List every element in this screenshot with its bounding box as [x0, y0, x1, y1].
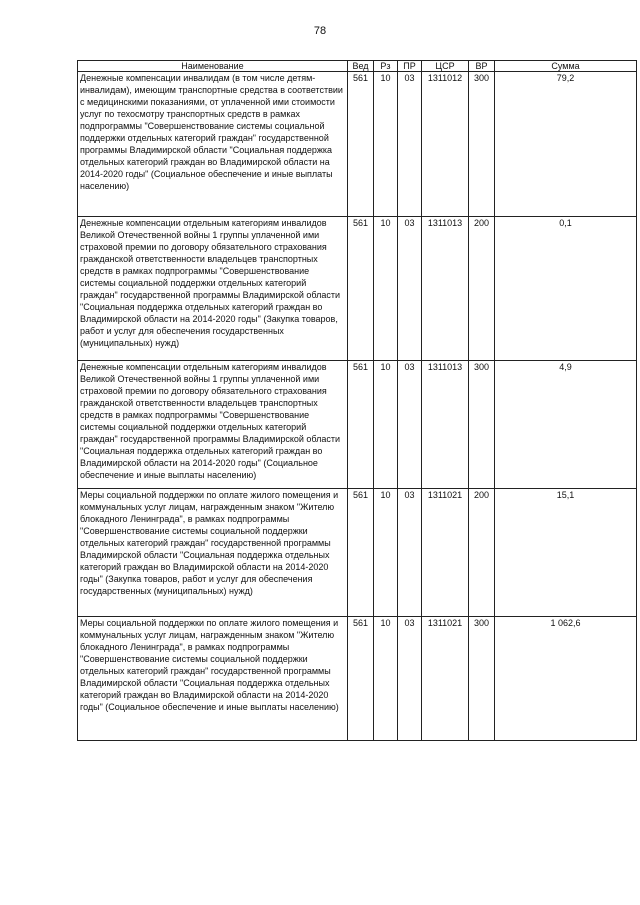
header-pr: ПР	[398, 61, 422, 72]
table-row	[78, 72, 637, 217]
table-row	[78, 617, 637, 741]
row-ved: 561	[348, 361, 374, 489]
row-vr: 300	[469, 72, 495, 217]
row-sum: 1 062,6	[495, 617, 637, 741]
table-row	[78, 361, 637, 489]
row-csr: 1311012	[422, 72, 469, 217]
row-rz: 10	[374, 489, 398, 617]
row-pr: 03	[398, 489, 422, 617]
row-pr: 03	[398, 361, 422, 489]
row-name: Меры социальной поддержки по оплате жилого помещения и коммунальных услуг лицам, награжденным знаком "Жителю блокадного Ленинграда", в рамках подпрограммы "Совершенствование системы социальной поддержки отдельных категорий граждан" государственной программы Владимирской области "Социальная поддержка отдельных категорий граждан во Владимирской области на 2014-2020 годы" (Социальное обеспечение и иные выплаты населению)	[78, 617, 348, 741]
row-ved: 561	[348, 489, 374, 617]
row-ved: 561	[348, 217, 374, 361]
table-row	[78, 217, 637, 361]
header-ved: Вед	[348, 61, 374, 72]
header-rz: Рз	[374, 61, 398, 72]
row-sum: 15,1	[495, 489, 637, 617]
row-ved: 561	[348, 72, 374, 217]
table-row	[78, 489, 637, 617]
row-csr: 1311013	[422, 361, 469, 489]
row-sum: 4,9	[495, 361, 637, 489]
row-pr: 03	[398, 617, 422, 741]
page-number: 78	[313, 25, 327, 37]
row-rz: 10	[374, 217, 398, 361]
row-csr: 1311013	[422, 217, 469, 361]
row-csr: 1311021	[422, 617, 469, 741]
row-rz: 10	[374, 72, 398, 217]
table-header-row	[78, 61, 637, 72]
row-csr: 1311021	[422, 489, 469, 617]
header-vr: ВР	[469, 61, 495, 72]
row-sum: 79,2	[495, 72, 637, 217]
row-vr: 200	[469, 217, 495, 361]
header-csr: ЦСР	[422, 61, 469, 72]
row-vr: 300	[469, 617, 495, 741]
budget-table	[77, 60, 637, 741]
row-vr: 200	[469, 489, 495, 617]
row-name: Денежные компенсации отдельным категориям инвалидов Великой Отечественной войны 1 группы уплаченной ими страховой премии по договору обязательного страхования гражданской ответственности владельцев транспортных средств в рамках подпрограммы "Совершенствование системы социальной поддержки отдельных категорий граждан" государственной программы Владимирской области "Социальная поддержка отдельных категорий граждан во Владимирской области на 2014-2020 годы" (Закупка товаров, работ и услуг для обеспечения государственных (муниципальных) нужд)	[78, 217, 348, 361]
row-name: Денежные компенсации инвалидам (в том числе детям-инвалидам), имеющим транспортные средства в соответствии с медицинскими показаниями, от уплаченной ими стоимости услуг по техосмотру транспортных средств в рамках подпрограммы "Совершенствование системы социальной поддержки отдельных категорий граждан" государственной программы Владимирской области "Социальная поддержка отдельных категорий граждан во Владимирской области на 2014-2020 годы" (Социальное обеспечение и иные выплаты населению)	[78, 72, 348, 217]
row-sum: 0,1	[495, 217, 637, 361]
row-pr: 03	[398, 72, 422, 217]
row-rz: 10	[374, 361, 398, 489]
row-name: Меры социальной поддержки по оплате жилого помещения и коммунальных услуг лицам, награжденным знаком "Жителю блокадного Ленинграда", в рамках подпрограммы "Совершенствование системы социальной поддержки отдельных категорий граждан" государственной программы Владимирской области "Социальная поддержка отдельных категорий граждан во Владимирской области на 2014-2020 годы" (Закупка товаров, работ и услуг для обеспечения государственных (муниципальных) нужд)	[78, 489, 348, 617]
row-ved: 561	[348, 617, 374, 741]
header-sum: Сумма	[495, 61, 637, 72]
row-rz: 10	[374, 617, 398, 741]
header-name: Наименование	[78, 61, 348, 72]
row-vr: 300	[469, 361, 495, 489]
row-name: Денежные компенсации отдельным категориям инвалидов Великой Отечественной войны 1 группы уплаченной ими страховой премии по договору обязательного страхования гражданской ответственности владельцев транспортных средств в рамках подпрограммы "Совершенствование системы социальной поддержки отдельных категорий граждан" государственной программы Владимирской области "Социальная поддержка отдельных категорий граждан во Владимирской области на 2014-2020 годы" (Социальное обеспечение и иные выплаты населению)	[78, 361, 348, 489]
row-pr: 03	[398, 217, 422, 361]
